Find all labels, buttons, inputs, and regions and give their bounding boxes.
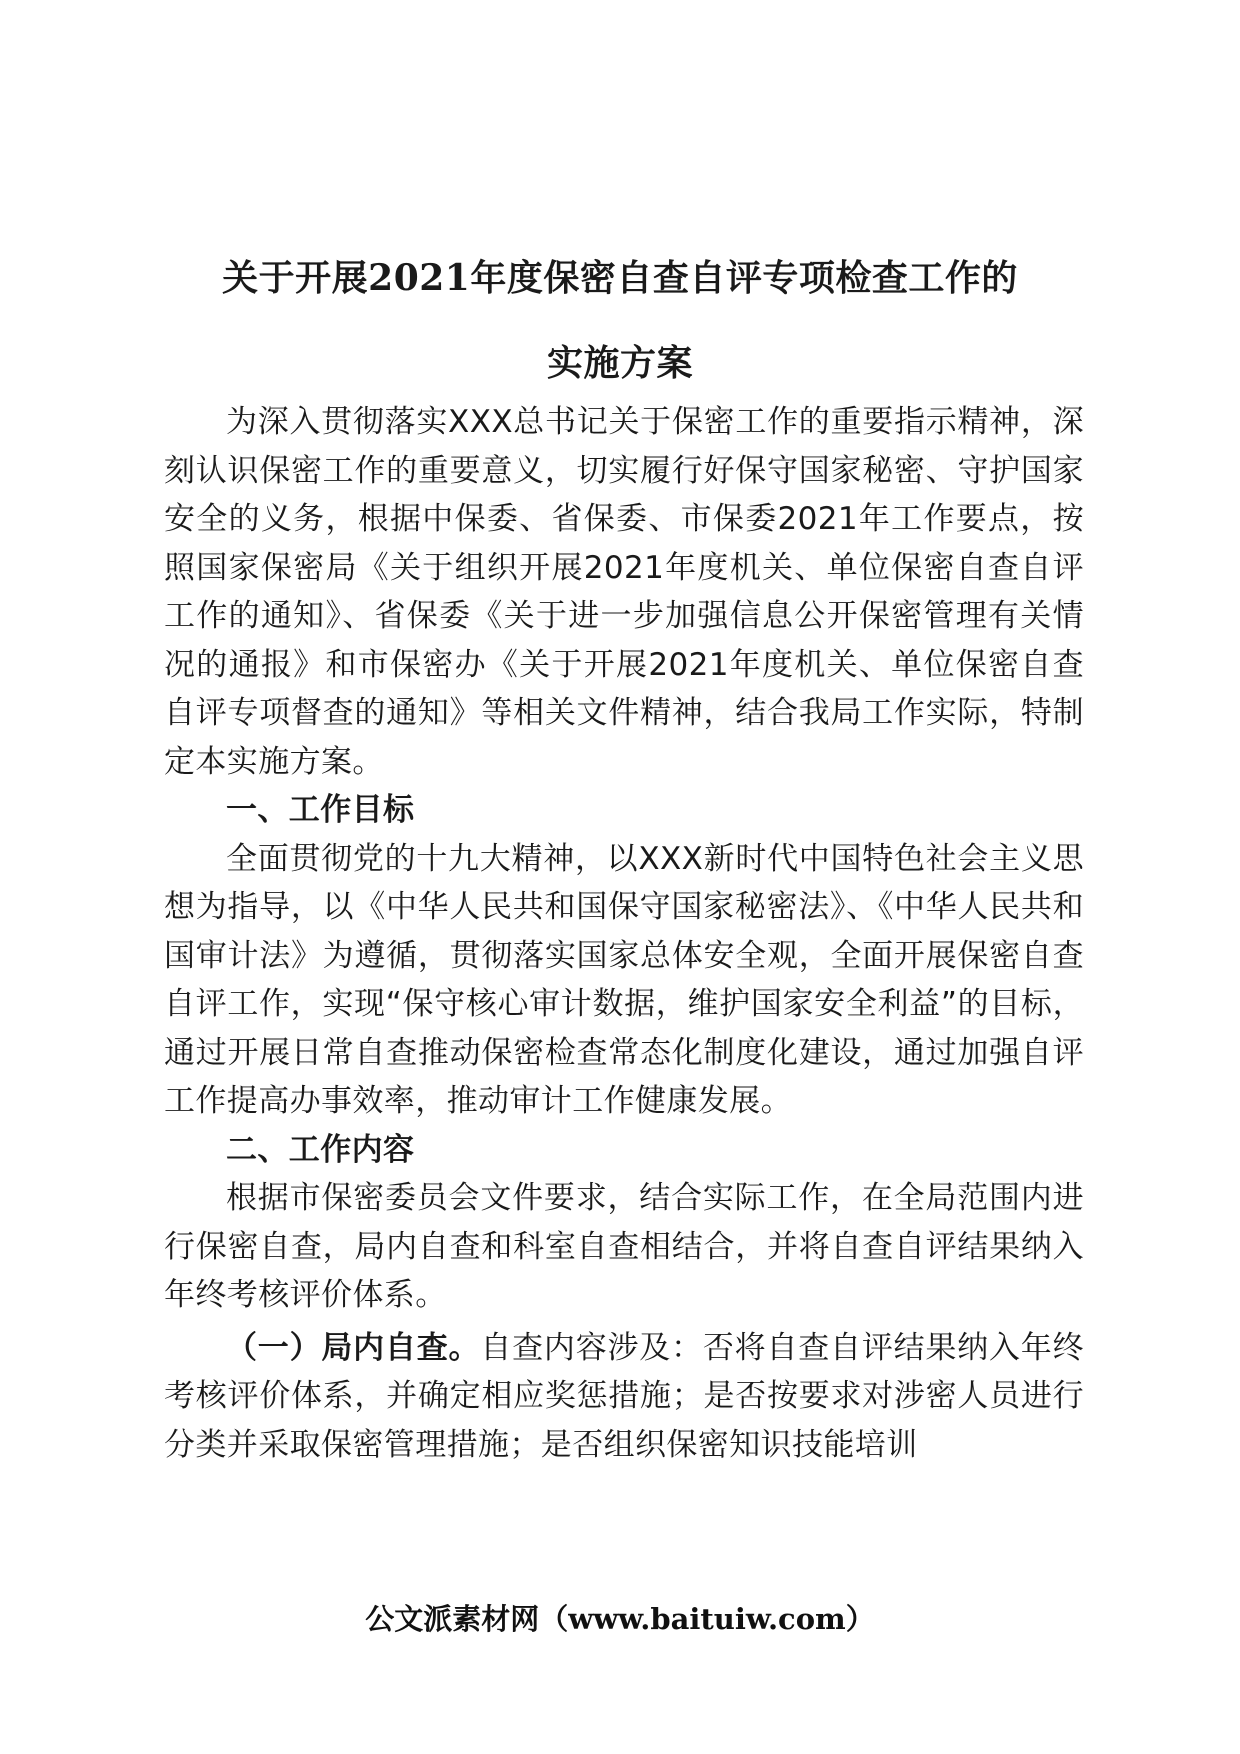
section-2-heading: 二、工作内容 <box>226 1131 415 1168</box>
document-title-line-2: 实施方案 <box>546 342 693 384</box>
document-body <box>164 398 1084 1469</box>
section-2-paragraph: 根据市保密委员会文件要求，结合实际工作，在全局范围内进行保密自查，局内自查和科室自查相结合，并将自查自评结果纳入年终考核评价体系。 <box>164 1180 1084 1313</box>
intro-paragraph: 为深入贯彻落实XXX总书记关于保密工作的重要指示精神，深刻认识保密工作的重要意义，切实履行好保守国家秘密、守护国家安全的义务，根据中保委、省保委、市保委2021年工作要点，按照国家保密局《关于组织开展2021年度机关、单位保密自查自评工作的通知》、省保委《关于进一步加强信息公开保密管理有关情况的通报》和市保密办《关于开展2021年度机关、单位保密自查自评专项督查的通知》等相关文件精神，结合我局工作实际，特制定本实施方案。 <box>164 404 1084 780</box>
subsection-1-heading: （一）局内自查。 <box>226 1329 481 1366</box>
document-title-line-1: 关于开展2021年度保密自查自评专项检查工作的 <box>222 257 1018 299</box>
section-1-heading: 一、工作目标 <box>226 792 415 828</box>
section-1-paragraph: 全面贯彻党的十九大精神，以XXX新时代中国特色社会主义思想为指导，以《中华人民共和国保守国家秘密法》、《中华人民共和国审计法》为遵循，贯彻落实国家总体安全观，全面开展保密自查自评工作，实现“保守核心审计数据，维护国家安全利益”的目标，通过开展日常自查推动保密检查常态化制度化建设，通过加强自评工作提高办事效率，推动审计工作健康发展。 <box>164 840 1084 1119</box>
footer-watermark: 公文派素材网（www.baituiw.com） <box>365 1602 875 1636</box>
subsection-1-paragraph <box>164 1324 1084 1470</box>
subsection-1-text: 自查内容涉及：否将自查自评结果纳入年终考核评价体系，并确定相应奖惩措施；是否按要求对涉密人员进行分类并采取保密管理措施；是否组织保密知识技能培训 <box>164 1329 1084 1463</box>
